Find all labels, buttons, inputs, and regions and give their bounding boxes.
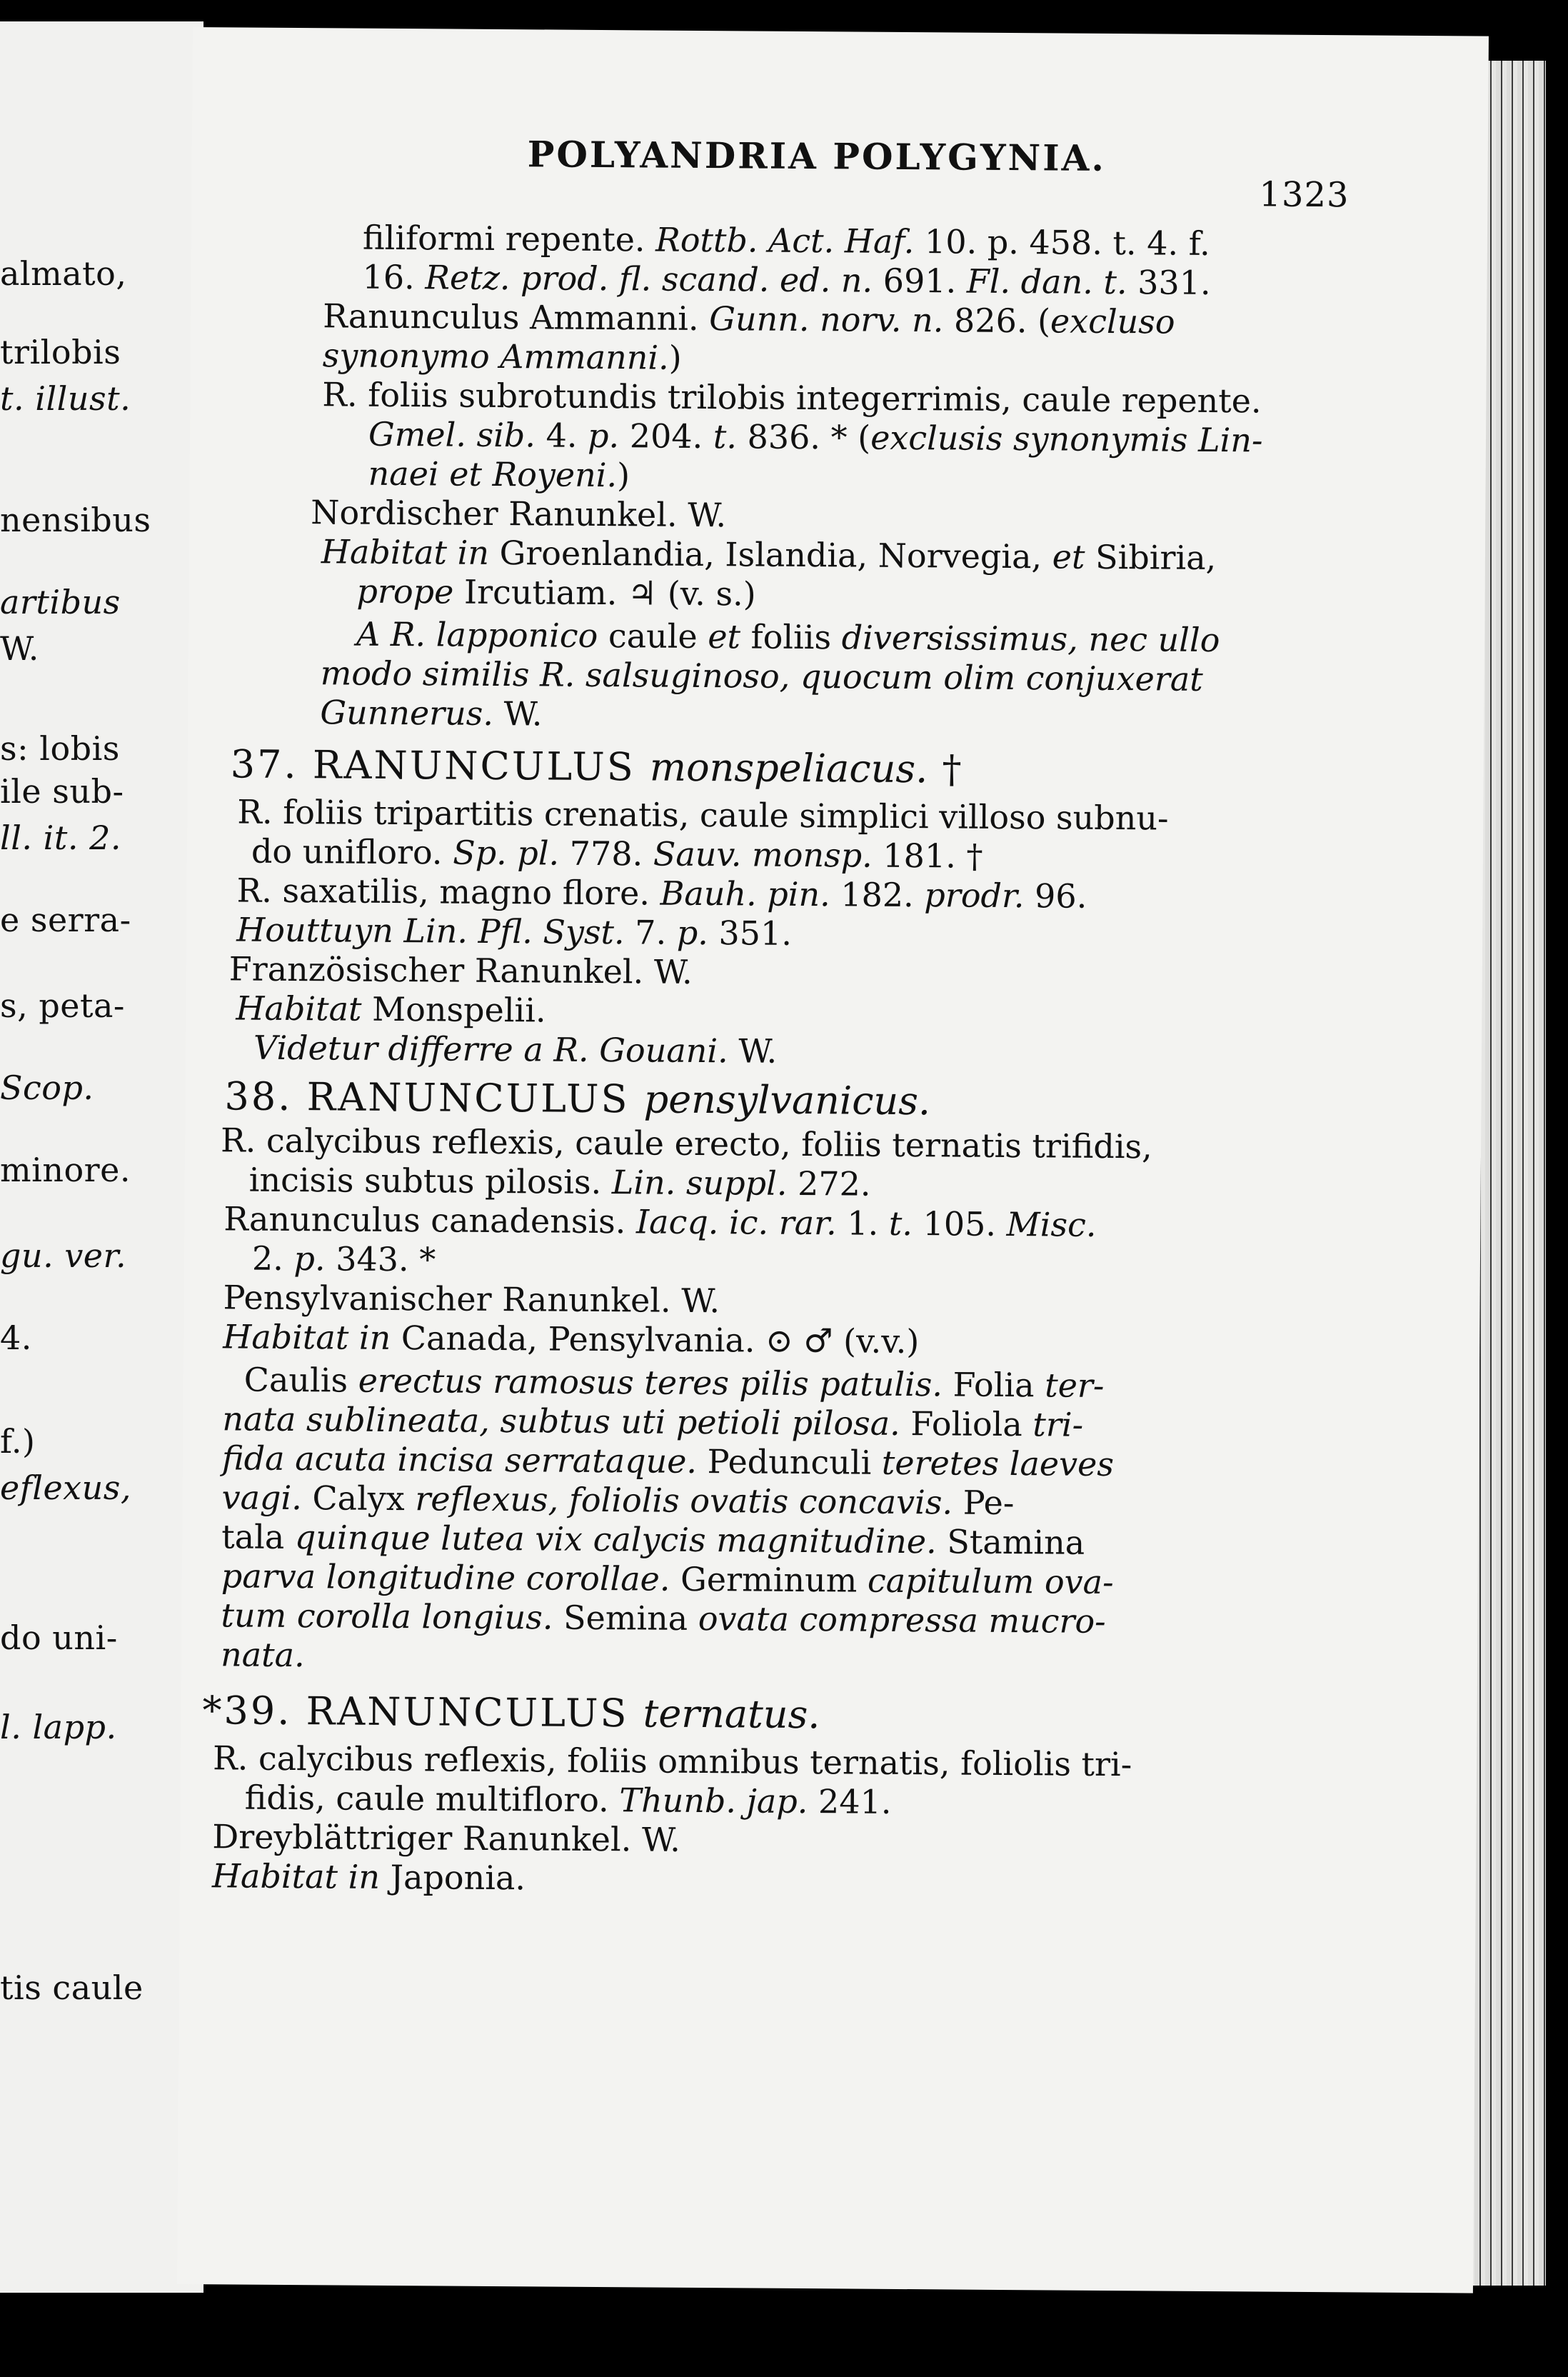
italic-segment: monspeliacus. bbox=[649, 744, 928, 792]
italic-segment: et bbox=[708, 617, 741, 656]
italic-segment: quinque lutea vix calycis magnitudine. bbox=[294, 1518, 937, 1561]
roman-segment: Germinum bbox=[680, 1559, 858, 1600]
facing-page-text-fragment: do uni- bbox=[0, 1618, 118, 1657]
italic-segment: synonymo Ammanni. bbox=[322, 336, 669, 377]
text-line bbox=[212, 1817, 681, 1859]
roman-segment: tala bbox=[221, 1517, 285, 1556]
italic-segment: nata sublineata, subtus uti petioli pilosa. bbox=[222, 1399, 900, 1443]
italic-segment: t. bbox=[888, 1203, 913, 1243]
text-line bbox=[253, 1028, 778, 1071]
roman-segment: Foliola bbox=[910, 1404, 1022, 1444]
roman-segment: † bbox=[942, 746, 964, 792]
facing-page-text-fragment: s: lobis bbox=[0, 729, 120, 768]
roman-segment: caule bbox=[608, 616, 698, 656]
facing-page-text-fragment: e serra- bbox=[0, 901, 131, 939]
text-line bbox=[236, 871, 1087, 916]
text-line bbox=[222, 1399, 1084, 1444]
italic-segment: A R. lapponico bbox=[356, 614, 598, 655]
roman-segment: 2. bbox=[251, 1238, 284, 1278]
italic-segment: ovata compressa mucro- bbox=[698, 1598, 1106, 1641]
text-line bbox=[251, 831, 983, 876]
italic-segment: Bauh. pin. bbox=[660, 874, 830, 914]
roman-segment: Ranunculus Ammanni. bbox=[322, 296, 699, 338]
roman-segment: 351. bbox=[718, 914, 793, 953]
italic-segment: prodr. bbox=[924, 876, 1025, 916]
text-line bbox=[322, 296, 1175, 341]
roman-segment: Pedunculi bbox=[707, 1442, 872, 1482]
roman-segment: 182. bbox=[840, 875, 914, 915]
roman-segment: 181. † bbox=[883, 836, 983, 876]
text-line bbox=[320, 654, 1203, 699]
italic-segment: p. bbox=[676, 913, 709, 953]
italic-segment: ter- bbox=[1045, 1366, 1105, 1405]
roman-segment: 38. RANUNCULUS bbox=[224, 1074, 630, 1122]
italic-segment: Fl. dan. t. bbox=[966, 261, 1127, 302]
text-line bbox=[248, 1160, 871, 1203]
roman-segment: filiformi repente. bbox=[362, 218, 645, 259]
italic-segment: Thunb. jap. bbox=[619, 1781, 808, 1821]
facing-page-text-fragment: Scop. bbox=[0, 1069, 94, 1107]
text-line bbox=[243, 1360, 1105, 1405]
italic-segment: excluso bbox=[1050, 301, 1175, 341]
italic-segment: Habitat bbox=[236, 989, 362, 1029]
running-head: POLYANDRIA POLYGYNIA. bbox=[527, 133, 1107, 179]
roman-segment: foliis bbox=[750, 617, 832, 657]
text-line bbox=[236, 910, 793, 953]
text-line bbox=[224, 1074, 931, 1124]
italic-segment: Gunn. norv. n. bbox=[709, 299, 944, 340]
italic-segment: Retz. prod. fl. scand. ed. n. bbox=[425, 258, 873, 300]
italic-segment: diversissimus, nec ullo bbox=[841, 618, 1220, 660]
facing-page-text-fragment: eflexus, bbox=[0, 1468, 131, 1507]
text-line bbox=[221, 1438, 1115, 1484]
roman-segment: 331. bbox=[1137, 263, 1211, 302]
roman-segment: Folia bbox=[953, 1365, 1035, 1405]
text-line bbox=[362, 218, 1210, 263]
roman-segment: Groenlandia, Islandia, Norvegia, bbox=[499, 534, 1042, 576]
italic-segment: vagi. bbox=[221, 1478, 303, 1518]
text-line bbox=[220, 1121, 1152, 1166]
text-line bbox=[356, 571, 756, 614]
roman-segment: ) bbox=[616, 456, 630, 495]
italic-segment: Habitat in bbox=[211, 1856, 381, 1896]
roman-segment: Monspelii. bbox=[371, 989, 546, 1030]
roman-segment: Ranunculus canadensis. bbox=[223, 1199, 626, 1241]
text-line bbox=[223, 1317, 920, 1361]
facing-page-text-fragment: 4. bbox=[0, 1318, 32, 1357]
roman-segment: Canada, Pensylvania. ⊙ ♂ (v.v.) bbox=[401, 1318, 920, 1361]
italic-segment: parva longitudine corollae. bbox=[221, 1556, 670, 1598]
roman-segment: 4. bbox=[546, 416, 578, 455]
roman-segment: Semina bbox=[563, 1598, 688, 1638]
roman-segment: 16. bbox=[362, 257, 415, 297]
text-line bbox=[321, 532, 1217, 578]
roman-segment: 37. RANUNCULUS bbox=[230, 741, 635, 790]
roman-segment: Pensylvanischer Ranunkel. W. bbox=[223, 1278, 720, 1321]
italic-segment: Sauv. monsp. bbox=[653, 834, 873, 875]
roman-segment: 343. * bbox=[335, 1239, 436, 1279]
italic-segment: Lin. suppl. bbox=[611, 1163, 788, 1203]
italic-segment: teretes laeves bbox=[881, 1443, 1115, 1484]
italic-segment: tri- bbox=[1032, 1405, 1084, 1444]
italic-segment: p. bbox=[587, 416, 620, 456]
roman-segment: 826. ( bbox=[953, 301, 1051, 341]
text-line bbox=[221, 1596, 1106, 1641]
roman-segment: R. foliis subrotundis trilobis integerrimis, caule repente. bbox=[322, 375, 1262, 421]
roman-segment: Stamina bbox=[947, 1522, 1085, 1562]
italic-segment: t. bbox=[713, 417, 738, 456]
page-number: 1323 bbox=[1259, 174, 1350, 216]
text-line bbox=[221, 1478, 1015, 1523]
roman-segment: 10. p. 458. t. 4. f. bbox=[924, 222, 1210, 263]
facing-page-text-fragment: artibus bbox=[0, 583, 121, 621]
roman-segment: Pe- bbox=[963, 1483, 1015, 1523]
text-line bbox=[223, 1278, 720, 1321]
text-line bbox=[220, 1635, 305, 1675]
text-line bbox=[212, 1738, 1132, 1784]
facing-page-text-fragment: l. lapp. bbox=[0, 1708, 117, 1746]
roman-segment: 7. bbox=[635, 913, 667, 952]
facing-page-text-fragment: trilobis bbox=[0, 333, 121, 371]
roman-segment: 272. bbox=[797, 1164, 871, 1203]
roman-segment: Ircutiam. ♃ (v. s.) bbox=[463, 572, 756, 614]
italic-segment: ternatus. bbox=[643, 1691, 820, 1738]
text-line bbox=[237, 792, 1169, 838]
text-line bbox=[211, 1856, 526, 1898]
italic-segment: erectus ramosus teres pilis patulis. bbox=[358, 1361, 943, 1404]
text-line bbox=[368, 414, 1263, 460]
roman-segment: ) bbox=[668, 338, 682, 377]
roman-segment: 1. bbox=[847, 1203, 879, 1243]
roman-segment: R. calycibus reflexis, foliis omnibus ternatis, foliolis tri- bbox=[212, 1738, 1132, 1784]
text-line bbox=[356, 614, 1220, 660]
roman-segment: Dreyblättriger Ranunkel. W. bbox=[212, 1817, 681, 1859]
italic-segment: Sp. pl. bbox=[452, 833, 560, 873]
facing-page-text-fragment: f.) bbox=[0, 1422, 36, 1461]
roman-segment: fidis, caule multifloro. bbox=[244, 1778, 609, 1820]
text-line bbox=[230, 741, 964, 792]
text-line bbox=[236, 989, 546, 1030]
italic-segment: Habitat in bbox=[223, 1317, 391, 1357]
roman-segment: 836. * ( bbox=[747, 417, 871, 457]
facing-page-text-fragment: W. bbox=[0, 629, 39, 668]
text-line bbox=[320, 693, 543, 734]
italic-segment: Gunnerus. bbox=[320, 693, 494, 733]
roman-segment: W. bbox=[503, 694, 543, 734]
roman-segment: 778. bbox=[569, 834, 643, 874]
italic-segment: Houttuyn Lin. Pfl. Syst. bbox=[236, 910, 625, 952]
italic-segment: et bbox=[1052, 537, 1085, 576]
text-line bbox=[311, 493, 727, 535]
roman-segment: *39. RANUNCULUS bbox=[202, 1688, 629, 1736]
roman-segment: Japonia. bbox=[390, 1857, 526, 1898]
italic-segment: Misc. bbox=[1006, 1204, 1097, 1244]
italic-segment: prope bbox=[356, 571, 454, 611]
italic-segment: modo similis R. salsuginoso, quocum olim conjuxerat bbox=[320, 654, 1203, 699]
italic-segment: Gmel. sib. bbox=[368, 414, 536, 455]
text-line bbox=[221, 1517, 1085, 1562]
italic-segment: Rottb. Act. Haf. bbox=[655, 220, 915, 261]
italic-segment: nata. bbox=[220, 1635, 305, 1675]
text-line bbox=[202, 1688, 820, 1738]
roman-segment: 204. bbox=[629, 416, 703, 456]
text-line bbox=[228, 949, 693, 991]
facing-page-text-fragment: t. illust. bbox=[0, 379, 131, 418]
facing-page-text-fragment: almato, bbox=[0, 254, 127, 293]
roman-segment: 691. bbox=[883, 261, 957, 301]
roman-segment: R. saxatilis, magno flore. bbox=[236, 871, 650, 913]
facing-page-text-fragment: tis caule bbox=[0, 1968, 144, 2007]
roman-segment: Calyx bbox=[312, 1478, 405, 1518]
italic-segment: pensylvanicus. bbox=[643, 1076, 931, 1124]
roman-segment: R. calycibus reflexis, caule erecto, foliis ternatis trifidis, bbox=[220, 1121, 1152, 1166]
italic-segment: Videtur differre a R. Gouani. bbox=[253, 1028, 728, 1071]
roman-segment: W. bbox=[738, 1031, 778, 1071]
roman-segment: Sibiria, bbox=[1095, 537, 1217, 578]
text-line bbox=[223, 1199, 1097, 1244]
italic-segment: fida acuta incisa serrataque. bbox=[221, 1438, 698, 1481]
italic-segment: tum corolla longius. bbox=[221, 1596, 553, 1637]
italic-segment: naei et Royeni. bbox=[368, 454, 618, 495]
roman-segment: Caulis bbox=[243, 1360, 348, 1400]
facing-page-fragment bbox=[0, 21, 203, 2293]
roman-segment: R. foliis tripartitis crenatis, caule simplici villoso subnu- bbox=[237, 792, 1169, 838]
facing-page-text-fragment: nensibus bbox=[0, 501, 151, 539]
text-line bbox=[251, 1238, 436, 1279]
facing-page-text-fragment: minore. bbox=[0, 1151, 131, 1189]
roman-segment: 241. bbox=[818, 1782, 892, 1821]
text-line bbox=[244, 1778, 892, 1821]
text-line bbox=[368, 454, 630, 495]
facing-page-text-fragment: gu. ver. bbox=[0, 1236, 127, 1275]
facing-page-text-fragment: ile sub- bbox=[0, 772, 124, 811]
text-line bbox=[362, 257, 1211, 302]
italic-segment: exclusis synonymis Lin- bbox=[870, 418, 1263, 460]
text-line bbox=[322, 375, 1262, 421]
italic-segment: p. bbox=[293, 1239, 326, 1278]
roman-segment: Nordischer Ranunkel. W. bbox=[311, 493, 727, 535]
text-line bbox=[221, 1556, 1114, 1602]
roman-segment: 105. bbox=[923, 1204, 997, 1243]
facing-page-text-fragment: s, peta- bbox=[0, 986, 125, 1025]
italic-segment: capitulum ova- bbox=[867, 1561, 1114, 1602]
facing-page-text-fragment: ll. it. 2. bbox=[0, 819, 121, 857]
italic-segment: reflexus, foliolis ovatis concavis. bbox=[415, 1479, 953, 1522]
roman-segment: Französischer Ranunkel. W. bbox=[228, 949, 693, 991]
roman-segment: do unifloro. bbox=[251, 831, 443, 872]
roman-segment: 96. bbox=[1034, 876, 1087, 916]
italic-segment: Habitat in bbox=[321, 532, 490, 572]
book-page bbox=[177, 27, 1489, 2293]
roman-segment: incisis subtus pilosis. bbox=[248, 1160, 602, 1202]
italic-segment: Iacq. ic. rar. bbox=[635, 1202, 837, 1243]
text-line bbox=[322, 336, 682, 377]
